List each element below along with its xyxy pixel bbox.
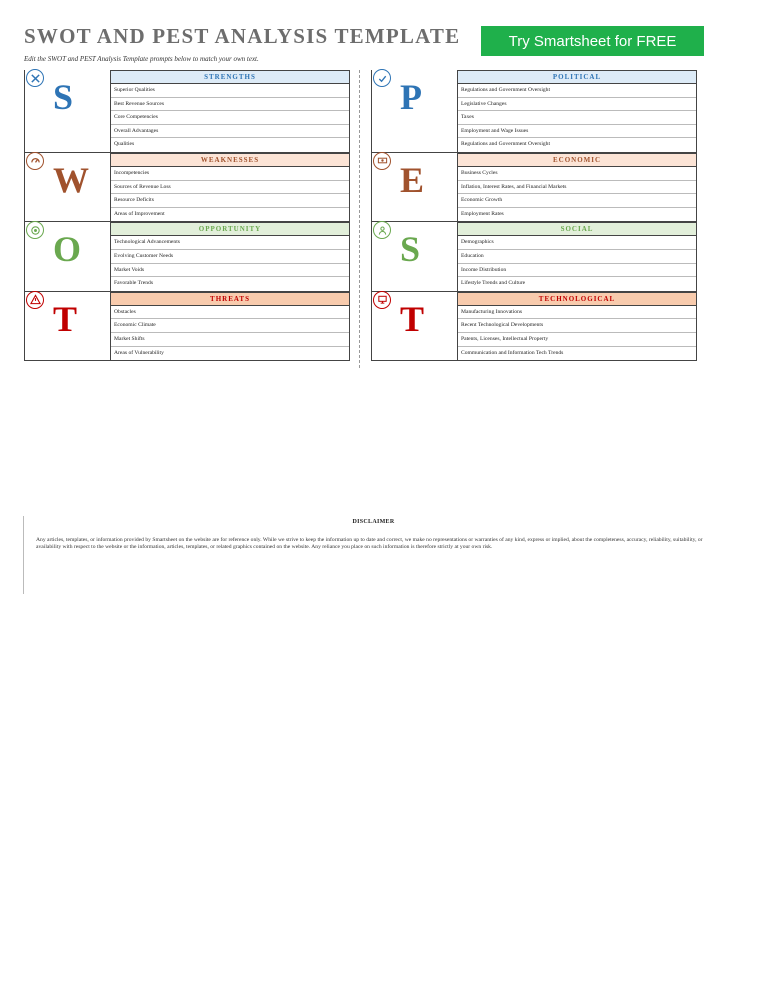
page-title: SWOT AND PEST ANALYSIS TEMPLATE (24, 24, 461, 48)
swot-letter-o: O (53, 229, 82, 270)
instructions-text: Edit the SWOT and PEST Analysis Template prompts below to match your own text. (24, 55, 259, 63)
political-row[interactable]: Legislative Changes (458, 98, 696, 112)
strengths-row[interactable]: Core Competencies (111, 111, 349, 125)
social-row[interactable]: Education (458, 250, 696, 264)
tools-icon (26, 69, 44, 87)
threats-row[interactable]: Areas of Vulnerability (114, 349, 164, 356)
opportunity-block (24, 222, 350, 291)
social-row[interactable]: Income Distribution (458, 264, 696, 278)
target-icon (26, 221, 44, 239)
social-header: SOCIAL (458, 222, 696, 236)
disclaimer-section (23, 516, 723, 594)
money-icon (373, 152, 391, 170)
gauge-icon (26, 152, 44, 170)
economic-block (371, 153, 697, 222)
pest-letter-p: P (400, 77, 422, 117)
weaknesses-row[interactable]: Resource Deficits (111, 194, 349, 208)
weaknesses-block (24, 153, 350, 222)
threats-row[interactable]: Economic Climate (111, 319, 349, 333)
swot-panel (24, 70, 350, 361)
threats-header: THREATS (111, 292, 349, 306)
disclaimer-text: Any articles, templates, or information provided by Smartsheet on the website are for reference only. While we strive to keep the information up to date and correct, we make no representations or warranties of any kind, express or implied, about the completeness, accuracy, reliability, suitability, or availability with respect to the website or the information, articles, templates, or related graphics contained on the website. Any reliance you place on such information is therefore strictly at your own risk. (36, 537, 703, 551)
economic-row[interactable]: Employment Rates (461, 210, 504, 217)
opportunity-row[interactable]: Technological Advancements (111, 236, 349, 250)
pest-letter-s: S (400, 229, 421, 270)
checkmark-icon (373, 69, 391, 87)
threats-row[interactable]: Market Shifts (111, 333, 349, 347)
opportunity-row[interactable]: Market Voids (111, 264, 349, 278)
economic-row[interactable]: Inflation, Interest Rates, and Financial Markets (458, 181, 696, 195)
economic-row[interactable]: Economic Growth (458, 194, 696, 208)
opportunity-header: OPPORTUNITY (111, 222, 349, 236)
technological-row[interactable]: Manufacturing Innovations (458, 306, 696, 320)
political-row[interactable]: Regulations and Government Oversight (461, 141, 551, 148)
people-icon (373, 221, 391, 239)
technological-header: TECHNOLOGICAL (458, 292, 696, 306)
warning-icon (26, 291, 44, 309)
threats-row[interactable]: Obstacles (111, 306, 349, 320)
computer-icon (373, 291, 391, 309)
pest-panel (371, 70, 697, 361)
strengths-row[interactable]: Best Revenue Sources (111, 98, 349, 112)
swot-letter-w: W (53, 159, 89, 200)
strengths-row[interactable]: Overall Advantages (111, 125, 349, 139)
technological-block (371, 292, 697, 361)
pest-letter-e: E (400, 159, 425, 200)
opportunity-row[interactable]: Evolving Customer Needs (111, 250, 349, 264)
technological-row[interactable]: Recent Technological Developments (458, 319, 696, 333)
weaknesses-row[interactable]: Areas of Improvement (114, 210, 165, 217)
strengths-row[interactable]: Qualities (114, 141, 135, 148)
weaknesses-row[interactable]: Incompetencies (111, 167, 349, 181)
technological-row[interactable]: Patents, Licenses, Intellectual Property (458, 333, 696, 347)
weaknesses-header: WEAKNESSES (111, 153, 349, 167)
political-row[interactable]: Regulations and Government Oversight (458, 84, 696, 98)
opportunity-row[interactable]: Favorable Trends (114, 280, 154, 287)
strengths-header: STRENGTHS (111, 70, 349, 84)
economic-row[interactable]: Business Cycles (458, 167, 696, 181)
social-block (371, 222, 697, 291)
social-row[interactable]: Lifestyle Trends and Culture (461, 280, 526, 287)
political-row[interactable]: Employment and Wage Issues (458, 125, 696, 139)
disclaimer-title: DISCLAIMER (352, 519, 395, 525)
swot-letter-s: S (53, 77, 74, 117)
swot-letter-t: T (53, 298, 78, 339)
panel-divider (359, 70, 360, 368)
strengths-row[interactable]: Superior Qualities (111, 84, 349, 98)
political-block (371, 70, 697, 153)
strengths-block (24, 70, 350, 153)
try-smartsheet-button[interactable]: Try Smartsheet for FREE (481, 26, 704, 56)
weaknesses-row[interactable]: Sources of Revenue Loss (111, 181, 349, 195)
social-row[interactable]: Demographics (458, 236, 696, 250)
pest-letter-t: T (400, 298, 425, 339)
threats-block (24, 292, 350, 361)
technological-row[interactable]: Communication and Information Tech Trends (461, 349, 564, 356)
political-row[interactable]: Taxes (458, 111, 696, 125)
political-header: POLITICAL (458, 70, 696, 84)
economic-header: ECONOMIC (458, 153, 696, 167)
